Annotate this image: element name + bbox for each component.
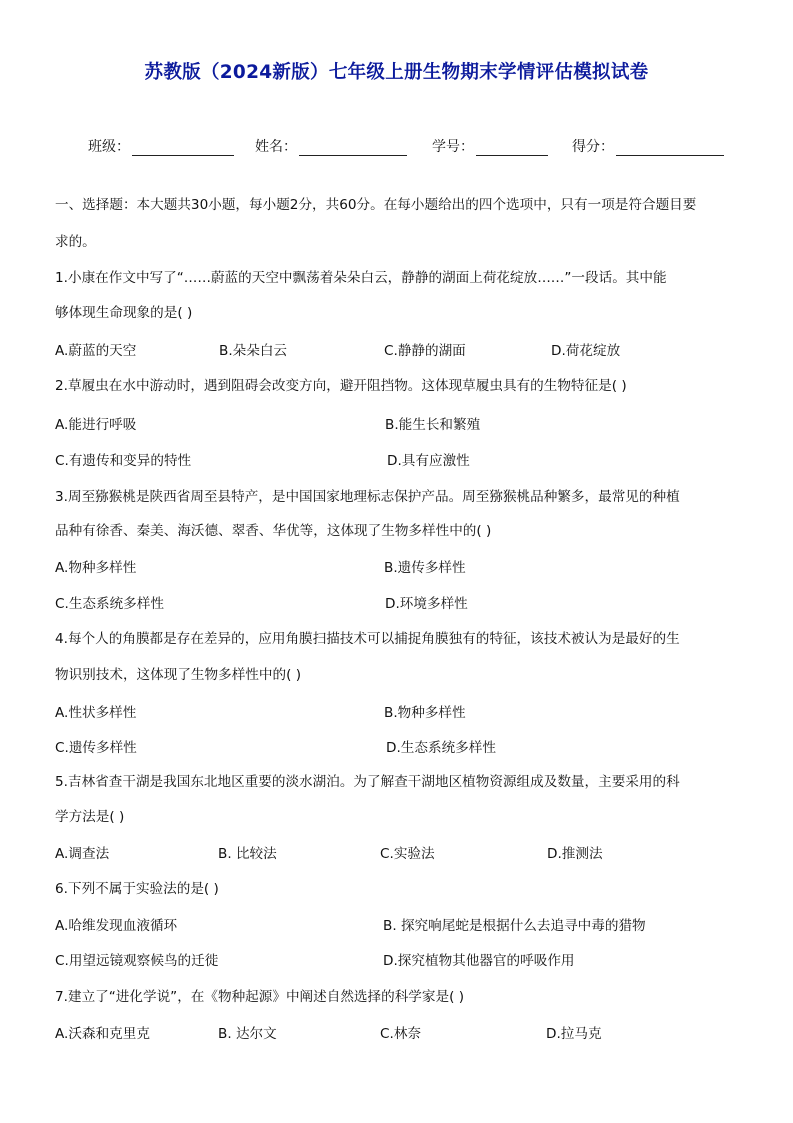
q5-option-a[interactable]: A.调查法 bbox=[55, 846, 110, 862]
score-field bbox=[572, 136, 724, 156]
question-4-stem: 4.每个人的角膜都是存在差异的，应用角膜扫描技术可以捕捉角膜独有的特征，该技术被认为是最好的生 bbox=[55, 631, 680, 647]
question-6-stem: 6.下列不属于实验法的是( ) bbox=[55, 881, 219, 897]
q7-option-a[interactable]: A.沃森和克里克 bbox=[55, 1026, 150, 1042]
question-2-stem: 2.草履虫在水中游动时，遇到阻碍会改变方向，避开阻挡物。这体现草履虫具有的生物特征是( ) bbox=[55, 378, 627, 394]
question-7-stem: 7.建立了“进化学说”，在《物种起源》中阐述自然选择的科学家是( ) bbox=[55, 989, 465, 1005]
question-3-stem: 3.周至猕猴桃是陕西省周至县特产，是中国国家地理标志保护产品。周至猕猴桃品种繁多，最常见的种植 bbox=[55, 489, 680, 505]
q3-option-b[interactable]: B.遗传多样性 bbox=[384, 560, 466, 576]
q7-option-c[interactable]: C.林奈 bbox=[380, 1026, 422, 1042]
question-1-stem: 1.小康在作文中写了“……蔚蓝的天空中飘荡着朵朵白云，静静的湖面上荷花绽放……”一段话。其中能 bbox=[55, 270, 667, 286]
class-blank[interactable] bbox=[132, 139, 234, 156]
q6-option-d[interactable]: D.探究植物其他器官的呼吸作用 bbox=[383, 953, 575, 969]
student-info-row bbox=[0, 136, 793, 160]
number-blank[interactable] bbox=[476, 139, 548, 156]
q5-option-d[interactable]: D.推测法 bbox=[547, 846, 603, 862]
paper-title: 苏教版（2024新版）七年级上册生物期末学情评估模拟试卷 bbox=[144, 62, 649, 83]
class-label: 班级： bbox=[88, 139, 130, 155]
q4-option-a[interactable]: A.性状多样性 bbox=[55, 705, 137, 721]
number-label: 学号： bbox=[432, 139, 474, 155]
q7-option-b[interactable]: B. 达尔文 bbox=[218, 1026, 277, 1042]
q5-option-c[interactable]: C.实验法 bbox=[380, 846, 435, 862]
q2-option-a[interactable]: A.能进行呼吸 bbox=[55, 417, 137, 433]
q6-option-b[interactable]: B. 探究响尾蛇是根据什么去追寻中毒的猎物 bbox=[383, 918, 646, 934]
q7-option-d[interactable]: D.拉马克 bbox=[546, 1026, 602, 1042]
q4-option-b[interactable]: B.物种多样性 bbox=[384, 705, 466, 721]
q1-option-d[interactable]: D.荷花绽放 bbox=[551, 343, 621, 359]
q2-option-b[interactable]: B.能生长和繁殖 bbox=[385, 417, 481, 433]
q2-option-c[interactable]: C.有遗传和变异的特性 bbox=[55, 453, 192, 469]
question-4-stem-cont: 物识别技术，这体现了生物多样性中的( ) bbox=[55, 667, 302, 683]
q3-option-a[interactable]: A.物种多样性 bbox=[55, 560, 137, 576]
question-5-stem-cont: 学方法是( ) bbox=[55, 809, 125, 825]
q3-option-d[interactable]: D.环境多样性 bbox=[385, 596, 468, 612]
q4-option-c[interactable]: C.遗传多样性 bbox=[55, 740, 137, 756]
name-blank[interactable] bbox=[299, 139, 407, 156]
score-label: 得分： bbox=[572, 139, 614, 155]
q2-option-d[interactable]: D.具有应激性 bbox=[387, 453, 470, 469]
section-heading-line1: 一、选择题：本大题共30小题，每小题2分，共60分。在每小题给出的四个选项中，只有一项是符合题目要 bbox=[55, 197, 697, 213]
q1-option-b[interactable]: B.朵朵白云 bbox=[219, 343, 288, 359]
name-label: 姓名： bbox=[255, 139, 297, 155]
q6-option-c[interactable]: C.用望远镜观察候鸟的迁徙 bbox=[55, 953, 219, 969]
score-blank[interactable] bbox=[616, 139, 724, 156]
q1-option-a[interactable]: A.蔚蓝的天空 bbox=[55, 343, 137, 359]
q1-option-c[interactable]: C.静静的湖面 bbox=[384, 343, 466, 359]
q4-option-d[interactable]: D.生态系统多样性 bbox=[386, 740, 496, 756]
question-1-stem-cont: 够体现生命现象的是( ) bbox=[55, 305, 193, 321]
name-field bbox=[255, 136, 407, 156]
class-field bbox=[88, 136, 234, 156]
q3-option-c[interactable]: C.生态系统多样性 bbox=[55, 596, 164, 612]
q6-option-a[interactable]: A.哈维发现血液循环 bbox=[55, 918, 178, 934]
q5-option-b[interactable]: B. 比较法 bbox=[218, 846, 277, 862]
section-heading-line2: 求的。 bbox=[55, 234, 96, 250]
number-field bbox=[432, 136, 548, 156]
question-5-stem: 5.吉林省查干湖是我国东北地区重要的淡水湖泊。为了解查干湖地区植物资源组成及数量，主要采用的科 bbox=[55, 774, 680, 790]
question-3-stem-cont: 品种有徐香、秦美、海沃德、翠香、华优等，这体现了生物多样性中的( ) bbox=[55, 523, 492, 539]
